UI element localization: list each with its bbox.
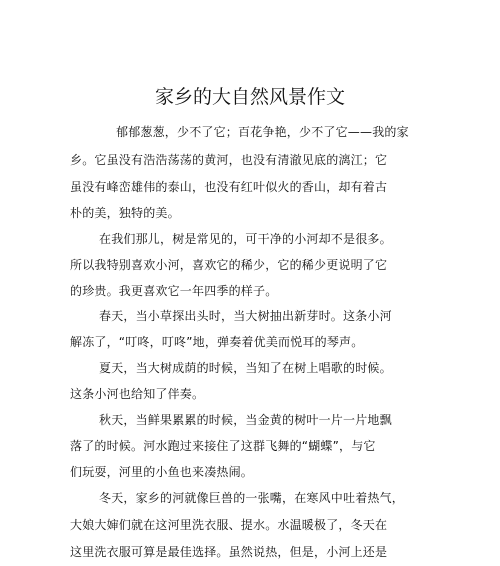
- text-line: 所以我特别喜欢小河，喜欢它的稀少，它的稀少更说明了它: [70, 258, 388, 272]
- text-line: 解冻了，“叮咚，叮咚”地，弹奏着优美而悦耳的琴声。: [70, 335, 364, 349]
- text-line: 冬天，家乡的河就像巨兽的一张嘴，在寒风中吐着热气，: [99, 491, 405, 505]
- text-line: 的珍贵。我更喜欢它一年四季的样子。: [70, 284, 278, 298]
- text-line: 这条小河也给知了伴奏。: [70, 387, 205, 401]
- text-line: 春天，当小草探出头时，当大树抽出新芽时。这条小河: [99, 309, 392, 323]
- text-line: 乡。它虽没有浩浩荡荡的黄河，也没有清澈见底的漓江；它: [70, 153, 388, 167]
- text-line: 在我们那儿，树是常见的，可干净的小河却不是很多。: [99, 232, 392, 246]
- text-line: 秋天，当鲜果累累的时候，当金黄的树叶一片一片地飘: [99, 413, 392, 427]
- text-line: 虽没有峰峦雄伟的泰山，也没有红叶似火的香山，却有着古: [70, 180, 388, 194]
- text-line: 郁郁葱葱，少不了它；百花争艳，少不了它——我的家: [116, 125, 409, 139]
- text-line: 夏天，当大树成荫的时候，当知了在树上唱歌的时候。: [99, 361, 392, 375]
- text-line: 落了的时候。河水跑过来接住了这群飞舞的“蝴蝶”，与它: [70, 439, 376, 453]
- document-title: 家乡的大自然风景作文: [154, 86, 345, 108]
- text-line: 这里洗衣服可算是最佳选择。虽然说热，但是，小河上还是: [70, 545, 388, 559]
- text-line: 大娘大婶们就在这河里洗衣服、提水。水温暖极了，冬天在: [70, 518, 388, 532]
- text-line: 朴的美，独特的美。: [70, 206, 180, 220]
- text-line: 们玩耍，河里的小鱼也来凑热闹。: [70, 465, 254, 479]
